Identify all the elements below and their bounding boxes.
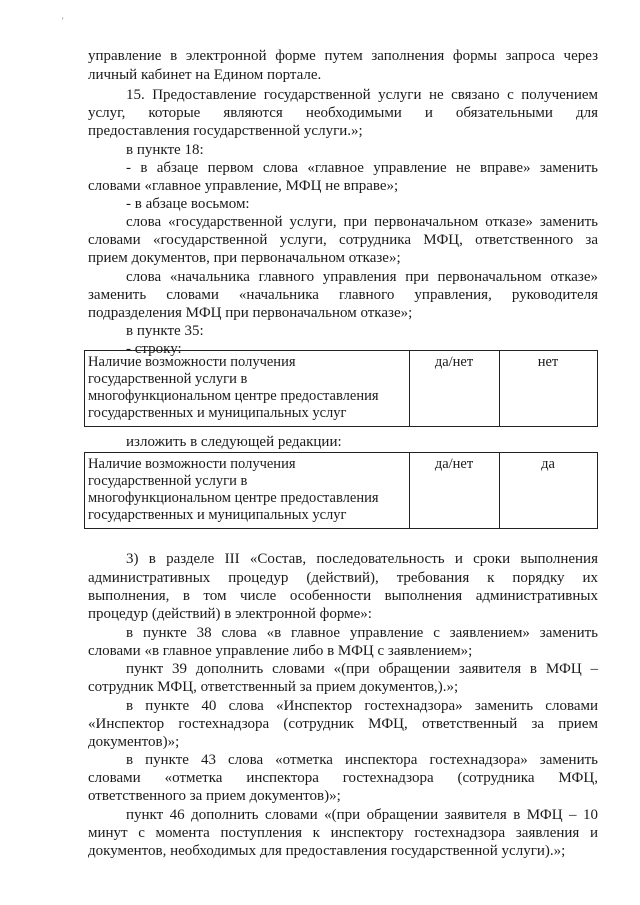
cell-line: многофункциональном центре предоставления <box>88 388 379 404</box>
text-line: словами «в главное управление либо в МФЦ с заявлением»; <box>88 643 473 659</box>
text-line: «Инспектор гостехнадзора (сотрудник МФЦ, ответственный за прием <box>88 716 598 732</box>
cell-line: государственных и муниципальных услуг <box>88 507 347 523</box>
table-old-row <box>84 350 598 427</box>
table-cell-name <box>85 453 410 529</box>
text-line: слова «начальника главного управления при первоначальном отказе» <box>126 269 598 285</box>
text-line: 3) в разделе III «Состав, последовательность и сроки выполнения <box>126 551 598 567</box>
table-cell-value: да <box>500 453 598 529</box>
text-line: документов, необходимых для предоставления государственной услуги).»; <box>88 843 566 859</box>
table-row <box>85 351 598 427</box>
table-cell-value: нет <box>500 351 598 427</box>
text-line: словами «главное управление, МФЦ не вправе»; <box>88 178 399 194</box>
text-line: сотрудник МФЦ, ответственный за прием документов,).»; <box>88 679 459 695</box>
text-line: словами «государственной услуги, сотрудника МФЦ, ответственного за <box>88 232 598 248</box>
cell-line: государственных и муниципальных услуг <box>88 405 347 421</box>
text-line: личный кабинет на Едином портале. <box>88 67 322 83</box>
text-line: документов)»; <box>88 734 180 750</box>
text-line: административных процедур (действий), требования к порядку их <box>88 570 598 586</box>
table-row <box>85 453 598 529</box>
table-cell-name <box>85 351 410 427</box>
table-new-row <box>84 452 598 529</box>
text-line: изложить в следующей редакции: <box>126 434 342 450</box>
corner-mark: ' <box>62 16 64 26</box>
cell-line: Наличие возможности получения <box>88 456 296 472</box>
text-line: - в абзаце первом слова «главное управление не вправе» заменить <box>126 160 598 176</box>
table-cell-options: да/нет <box>410 453 500 529</box>
text-line: услуг, которые являются необходимыми и обязательными для <box>88 105 598 121</box>
text-line: слова «государственной услуги, при первоначальном отказе» заменить <box>126 214 598 230</box>
cell-line: государственной услуги в <box>88 473 248 489</box>
text-line: заменить словами «начальника главного управления, руководителя <box>88 287 598 303</box>
cell-line: государственной услуги в <box>88 371 248 387</box>
text-line: - в абзаце восьмом: <box>126 196 250 212</box>
text-line: минут с момента поступления к инспектору гостехнадзора заявления и <box>88 825 598 841</box>
text-line: в пункте 18: <box>126 142 204 158</box>
text-line: в пункте 43 слова «отметка инспектора гостехнадзора» заменить <box>126 752 598 768</box>
text-line: управление в электронной форме путем заполнения формы запроса через <box>88 48 598 64</box>
text-line: выполнения, в том числе особенности выполнения административных <box>88 588 598 604</box>
text-line: в пункте 38 слова «в главное управление с заявлением» заменить <box>126 625 598 641</box>
text-line: 15. Предоставление государственной услуги не связано с получением <box>126 87 598 103</box>
text-line: ответственного за прием документов)»; <box>88 788 341 804</box>
cell-line: Наличие возможности получения <box>88 354 296 370</box>
text-line: предоставления государственной услуги.»; <box>88 123 363 139</box>
text-line: в пункте 40 слова «Инспектор гостехнадзора» заменить словами <box>126 698 598 714</box>
text-line: в пункте 35: <box>126 323 204 339</box>
text-line: пункт 39 дополнить словами «(при обращении заявителя в МФЦ – <box>126 661 598 677</box>
cell-line: многофункциональном центре предоставления <box>88 490 379 506</box>
text-line: - строку: <box>126 341 182 357</box>
text-line: подразделения МФЦ при первоначальном отказе»; <box>88 305 413 321</box>
text-line: процедур (действий) в электронной форме»: <box>88 606 372 622</box>
table-cell-options: да/нет <box>410 351 500 427</box>
text-line: пункт 46 дополнить словами «(при обращении заявителя в МФЦ – 10 <box>126 807 598 823</box>
text-line: прием документов, при первоначальном отказе»; <box>88 250 401 266</box>
text-line: словами «отметка инспектора гостехнадзора (сотрудника МФЦ, <box>88 770 598 786</box>
